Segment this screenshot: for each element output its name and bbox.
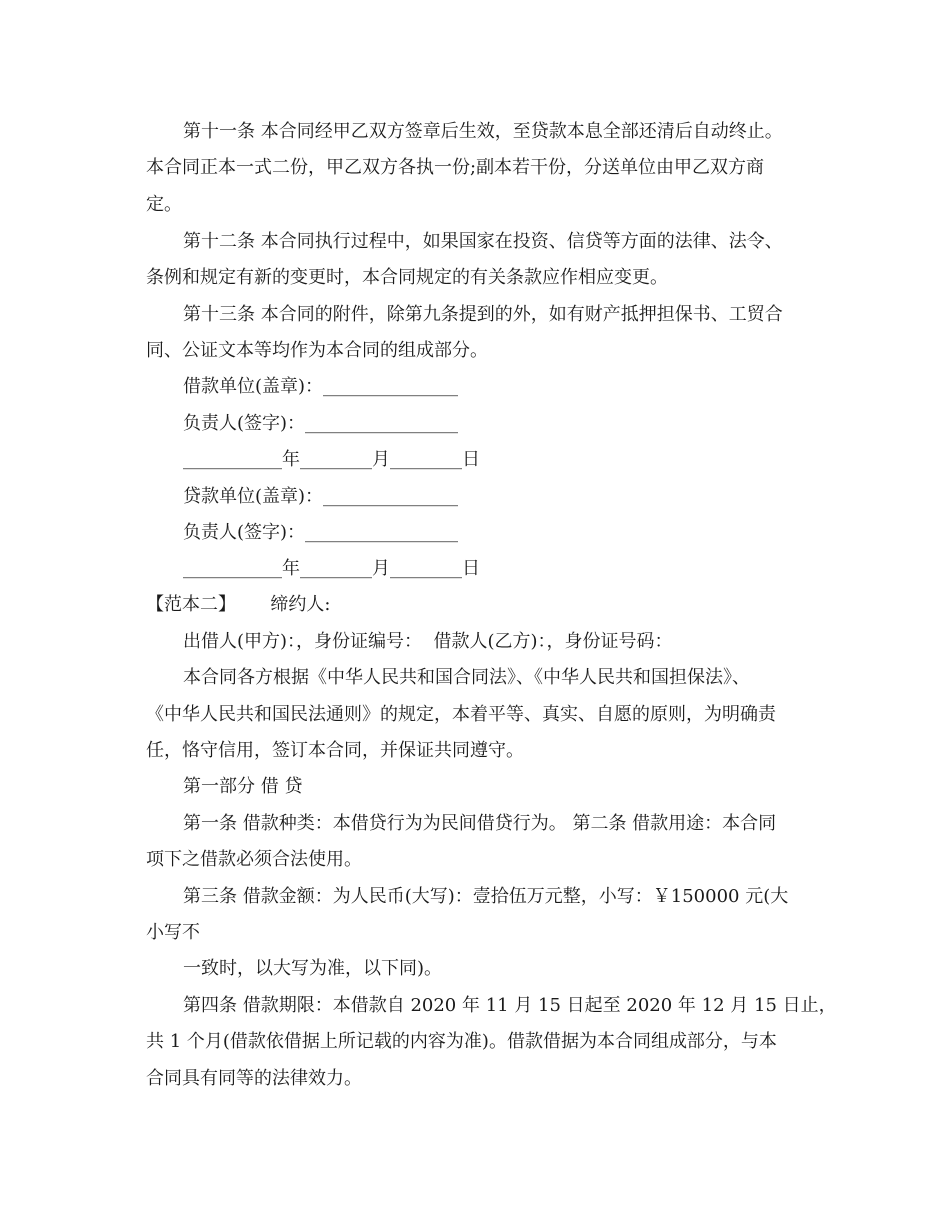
signature-line-lender-sign: 负责人(签字)：_________________	[183, 522, 459, 543]
paragraph-line: 合同具有同等的法律效力。	[146, 1068, 362, 1089]
paragraph-line: 项下之借款必须合法使用。	[146, 849, 362, 870]
paragraph-line: 共 1 个月(借款依借据上所记载的内容为准)。借款借据为本合同组成部分，与本	[146, 1031, 777, 1052]
paragraph-line: 本合同各方根据《中华人民共和国合同法》、《中华人民共和国担保法》、	[183, 667, 750, 688]
paragraph-line: 第四条 借款期限：本借款自 2020 年 11 月 15 日起至 2020 年 12 月 15 日止，	[183, 995, 837, 1016]
paragraph-line: 小写不	[146, 922, 200, 943]
paragraph-line: 第十三条 本合同的附件，除第九条提到的外，如有财产抵押担保书、工贸合	[183, 304, 783, 325]
paragraph-line: 一致时，以大写为准，以下同)。	[183, 958, 443, 979]
part-heading: 第一部分 借 贷	[183, 776, 303, 797]
paragraph-line: 第一条 借款种类：本借贷行为为民间借贷行为。 第二条 借款用途：本合同	[183, 813, 777, 834]
paragraph-line: 任，恪守信用，签订本合同，并保证共同遵守。	[146, 740, 524, 761]
section-heading: 【范本二】 缔约人:	[146, 594, 331, 615]
paragraph-line: 本合同正本一式二份，甲乙双方各执一份;副本若干份，分送单位由甲乙双方商	[146, 157, 765, 178]
paragraph-line: 第十二条 本合同执行过程中，如果国家在投资、信贷等方面的法律、法令、	[183, 231, 783, 252]
signature-line-borrower-sign: 负责人(签字)：_________________	[183, 413, 459, 434]
date-line: ___________年________月________日	[183, 558, 480, 579]
paragraph-line: 第十一条 本合同经甲乙双方签章后生效，至贷款本息全部还清后自动终止。	[183, 121, 783, 142]
signature-line-borrower-seal: 借款单位(盖章)：_______________	[183, 376, 459, 397]
paragraph-line: 出借人(甲方)：，身份证编号： 借款人(乙方)：，身份证号码：	[183, 631, 673, 652]
paragraph-line: 条例和规定有新的变更时，本合同规定的有关条款应作相应变更。	[146, 267, 668, 288]
paragraph-line: 同、公证文本等均作为本合同的组成部分。	[146, 340, 488, 361]
paragraph-line: 第三条 借款金额：为人民币(大写)：壹拾伍万元整，小写：￥150000 元(大	[183, 886, 789, 907]
paragraph-line: 定。	[146, 194, 182, 215]
paragraph-line: 《中华人民共和国民法通则》的规定，本着平等、真实、自愿的原则，为明确责	[146, 704, 776, 725]
date-line: ___________年________月________日	[183, 449, 480, 470]
signature-line-lender-seal: 贷款单位(盖章)：_______________	[183, 486, 459, 507]
